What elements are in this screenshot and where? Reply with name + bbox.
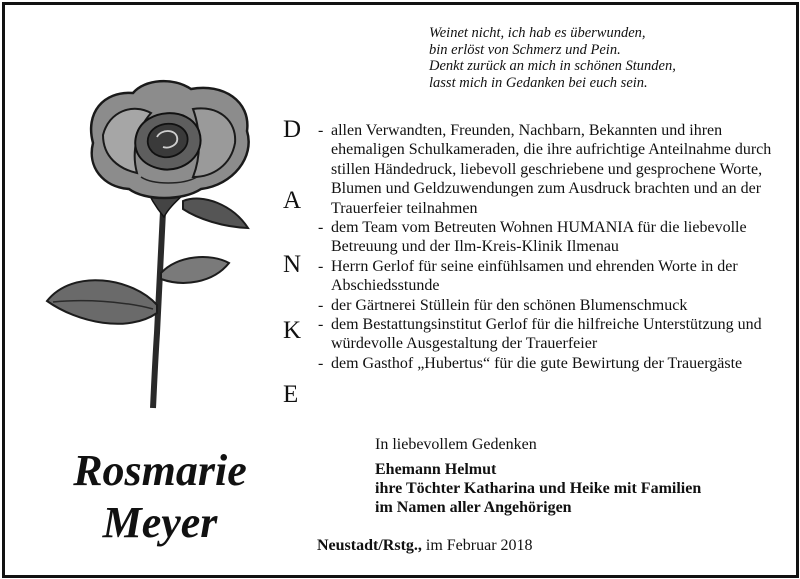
deceased-last-name: Meyer (102, 498, 218, 547)
dank-letter: N (283, 251, 302, 278)
dank-letter: K (283, 317, 302, 344)
poem-line: bin erlöst von Schmerz und Pein. (429, 41, 621, 58)
poem-line: Weinet nicht, ich hab es überwunden, (429, 25, 646, 41)
thanks-item: - allen Verwandten, Freunden, Nachbarn, Bekannten und ihren ehemaligen Schulkameraden, die ihre aufrichtige Anteilnahme durch stillen Händedruck, liebevoll geschriebene und gesprochene Worte, Blumen und Geldzuwendungen zum Ausdruck brachten und an der Trauerfeier teilnahmen (318, 121, 788, 218)
family-line: Ehemann Helmut (375, 461, 497, 478)
thanks-item: - dem Gasthof „Hubertus“ für die gute Bewirtung der Trauergäste (318, 354, 788, 373)
family-line: ihre Töchter Katharina und Heike mit Familien (375, 480, 702, 497)
poem (429, 25, 789, 91)
dank-letters (283, 117, 313, 417)
thanks-item: - der Gärtnerei Stüllein für den schönen Blumenschmuck (318, 296, 788, 315)
place-name: Neustadt/Rstg., (317, 537, 422, 554)
dank-letter: E (283, 381, 299, 408)
deceased-name (35, 445, 285, 549)
deceased-first-name: Rosmarie (73, 446, 247, 495)
thanks-item: - Herrn Gerlof für seine einfühlsamen und ehrenden Worte in der Abschiedsstunde (318, 257, 788, 296)
thanks-list (318, 121, 788, 373)
rose-leaf-right (161, 257, 229, 283)
thanks-item: - dem Team vom Betreuten Wohnen HUMANIA für die liebevolle Betreuung und der Ilm-Kreis-Klinik Ilmenau (318, 218, 788, 257)
poem-line: lasst mich in Gedanken bei euch sein. (429, 74, 648, 91)
poem-line: Denkt zurück an mich in schönen Stunden, (429, 58, 676, 74)
place-date (317, 536, 787, 556)
family-line: im Namen aller Angehörigen (375, 499, 572, 516)
dank-letter: D (283, 116, 302, 143)
date-text: im Februar 2018 (425, 537, 533, 554)
memorial-signature (375, 435, 795, 517)
thanks-item: - dem Bestattungsinstitut Gerlof für die hilfreiche Unterstützung und würdevolle Ausgestaltung der Trauerfeier (318, 315, 788, 354)
obituary-notice (2, 2, 799, 578)
rose-stem (153, 191, 164, 408)
memorial-intro: In liebevollem Gedenken (375, 436, 537, 453)
rose-illustration (33, 73, 293, 413)
dank-letter: A (283, 187, 302, 214)
